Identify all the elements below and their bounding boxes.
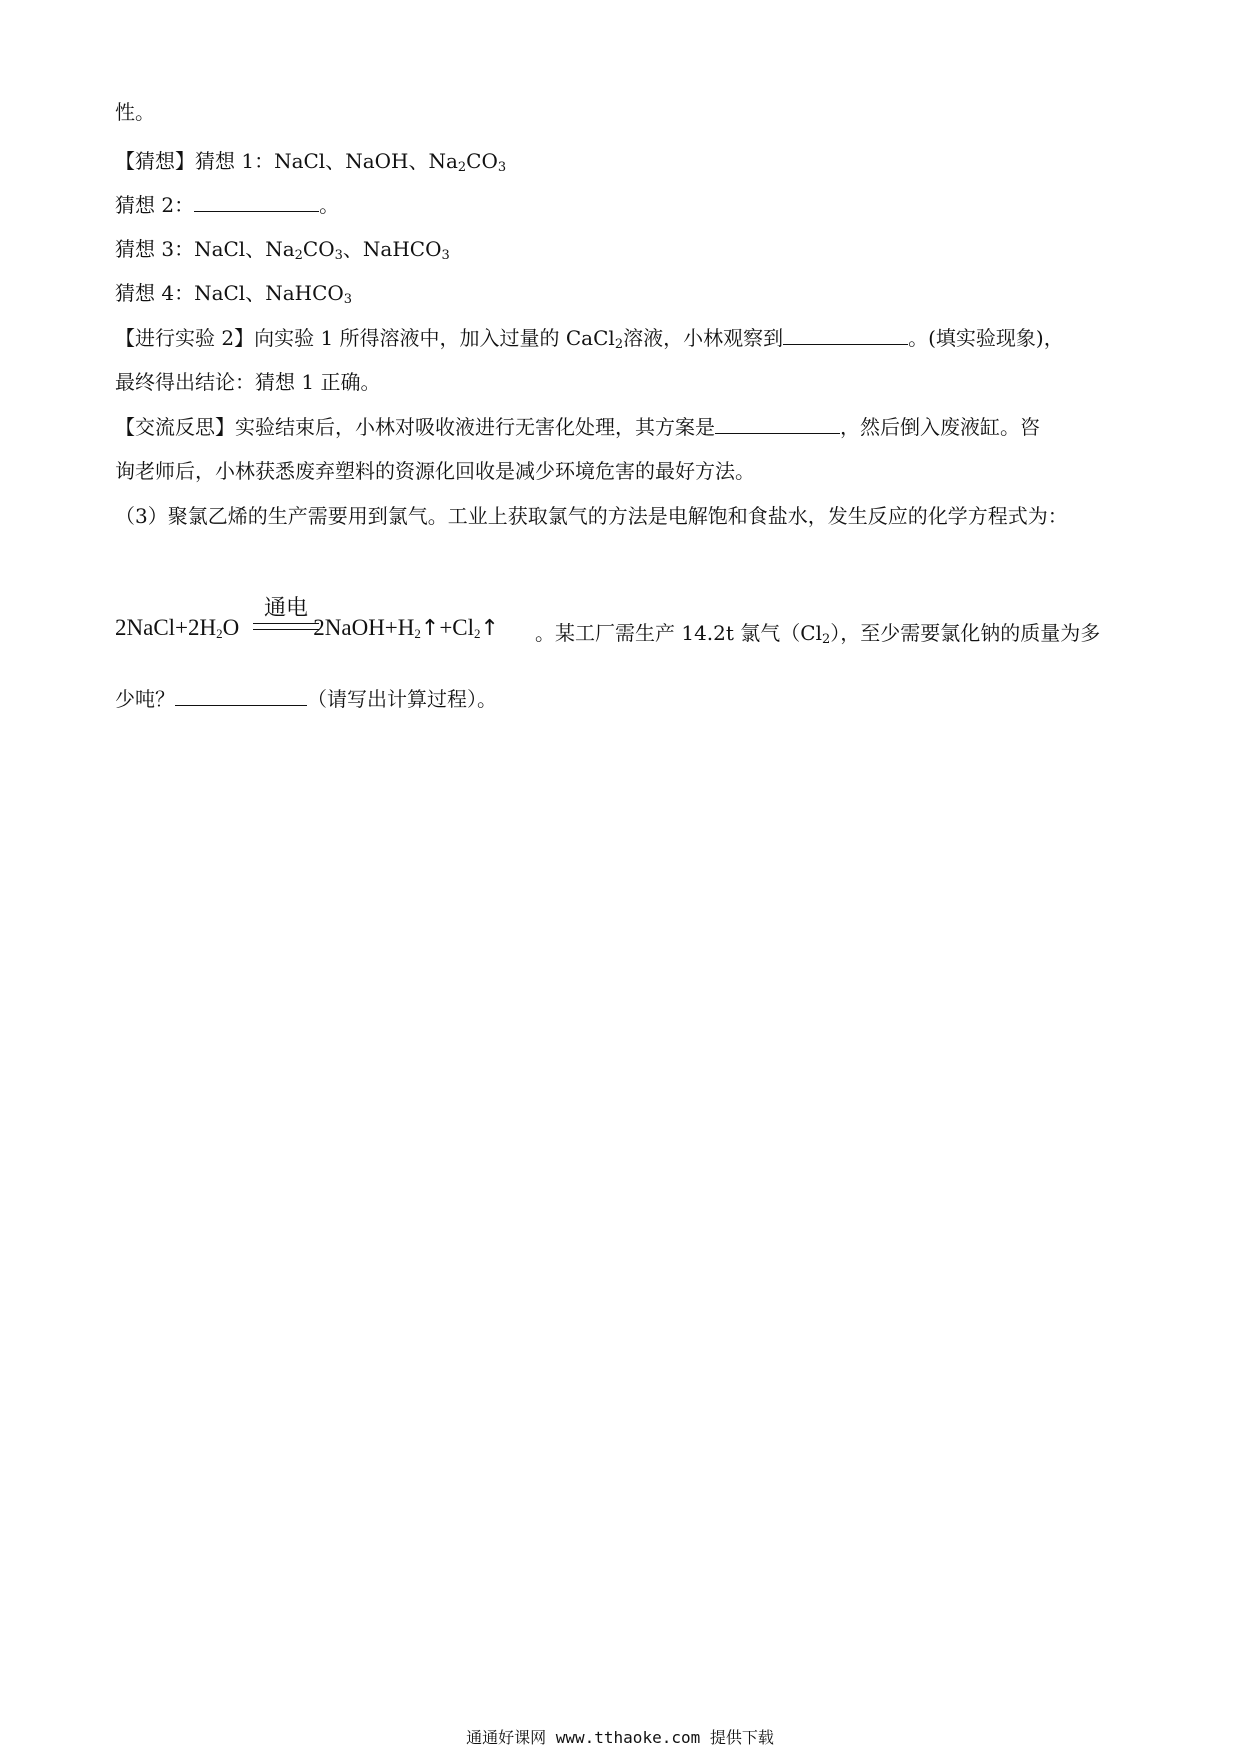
hypothesis-2: 猜想 2： 。: [115, 193, 340, 217]
answer-blank-hypothesis-2[interactable]: [194, 191, 319, 212]
answer-blank-calculation[interactable]: [175, 685, 307, 706]
question-3-ask: 少吨？ （请写出计算过程）。: [115, 687, 497, 711]
experiment-2: 【进行实验 2】向实验 1 所得溶液中，加入过量的 CaCl$_2$溶液，小林观察到 。(填实验现象)，: [115, 326, 1064, 352]
gas-arrow-icon: ↑: [480, 616, 499, 641]
page-footer: 通通好课网 www.tthaoke.com 提供下载: [466, 1728, 774, 1747]
chemical-equation: $2NaCl+2H_2O$ $2NaOH+H_2↑+Cl_2↑$: [115, 615, 499, 641]
text-line-1: 性。: [115, 100, 155, 124]
hypothesis-4: 猜想 4：NaCl、NaHCO$_3$: [115, 281, 353, 307]
chemical-equation-line: [115, 597, 1135, 657]
question-3-text: 。某工厂需生产 14.2t 氯气$(Cl_2)$，至少需要氯化钠的质量为多: [535, 621, 1101, 647]
reflection-line-2: 询老师后，小林获悉废弃塑料的资源化回收是减少环境危害的最好方法。: [115, 459, 755, 483]
hypothesis-1: 【猜想】猜想 1：NaCl、NaOH、$Na_2CO_3$: [115, 149, 507, 175]
reflection-line: 【交流反思】实验结束后，小林对吸收液进行无害化处理，其方案是 ，然后倒入废液缸。咨: [115, 415, 1040, 439]
question-3-intro: （3）聚氯乙烯的生产需要用到氯气。工业上获取氯气的方法是电解饱和食盐水，发生反应的化学方程式为：: [115, 504, 1068, 528]
equals-sign: [253, 623, 319, 630]
conclusion-line: 最终得出结论：猜想 1 正确。: [115, 370, 381, 394]
reaction-condition: 通电: [263, 596, 308, 621]
hypothesis-3: 猜想 3：NaCl、$Na_2CO_3$、NaHCO$_3$: [115, 237, 450, 263]
answer-blank-treatment-plan[interactable]: [715, 413, 840, 434]
gas-arrow-icon: ↑: [420, 616, 440, 641]
answer-blank-experiment-phenomenon[interactable]: [783, 324, 908, 345]
